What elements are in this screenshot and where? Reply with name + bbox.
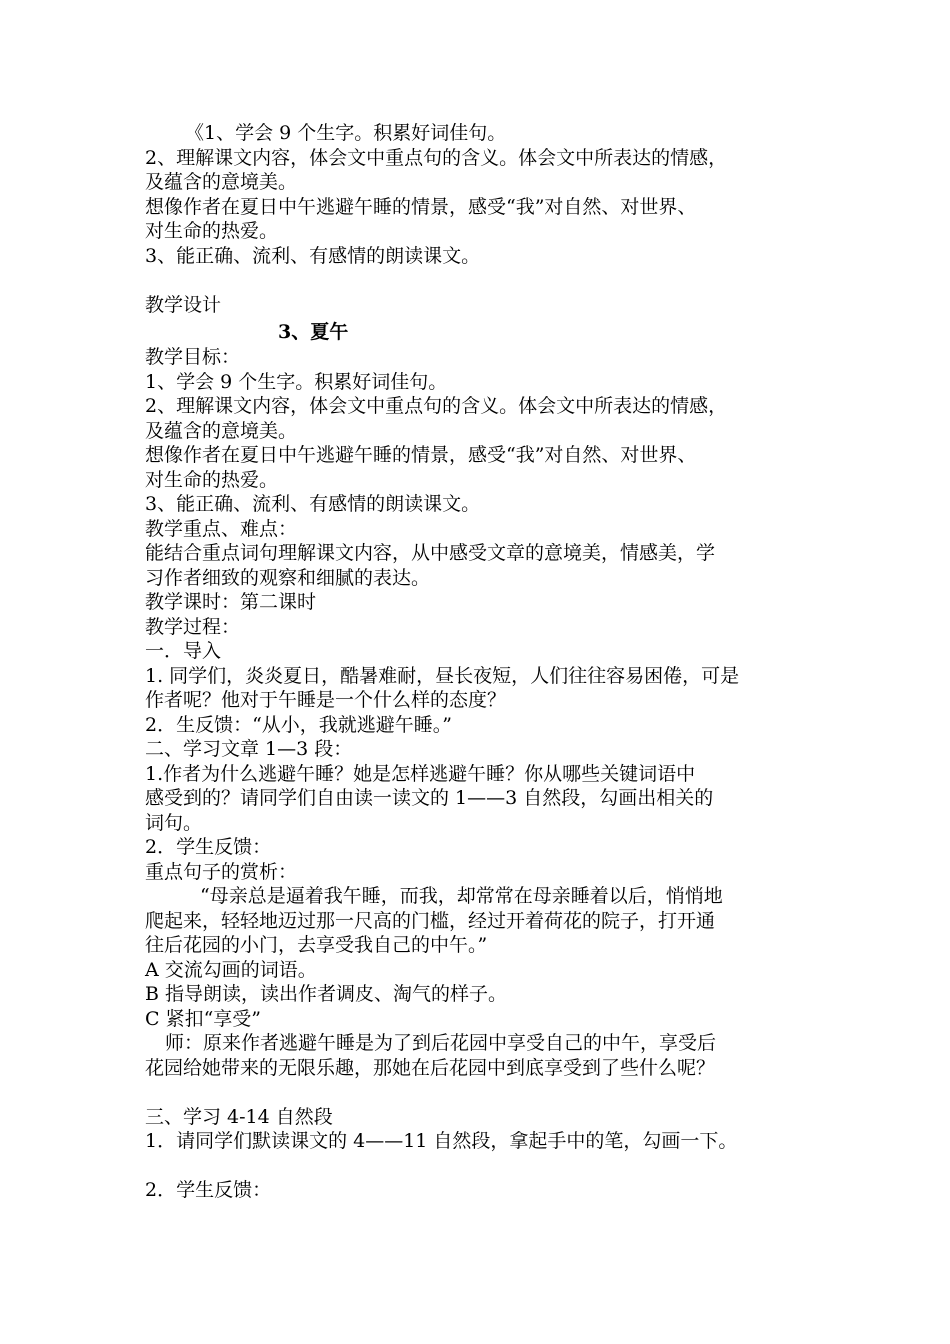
design-heading: 教学设计 (145, 293, 222, 316)
part3-line-1: 1．请同学们默读课文的 4——11 自然段，拿起手中的笔，勾画一下。 (145, 1130, 738, 1152)
process-heading: 教学过程： (145, 615, 241, 638)
key-points-line-1: 能结合重点词句理解课文内容，从中感受文章的意境美，情感美，学 (145, 542, 716, 564)
part1-line-1: 1. 同学们，炎炎夏日，酷暑难耐，昼长夜短，人们往往容易困倦，可是 (145, 664, 740, 687)
part3-heading: 三、学习 4-14 自然段 (145, 1105, 333, 1128)
intro-line-5: 对生命的热爱。 (145, 220, 279, 242)
part2-line-2: 感受到的？请同学们自由读一读文的 1——3 自然段，勾画出相关的 (145, 787, 714, 809)
item-c: C 紧扣“享受” (145, 1007, 262, 1030)
goals-line-5: 对生命的热爱。 (145, 468, 279, 491)
item-a: A 交流勾画的词语。 (145, 958, 317, 981)
item-b: B 指导朗读，读出作者调皮、淘气的样子。 (145, 983, 508, 1005)
blank-line (145, 268, 815, 293)
part2-heading: 二、学习文章 1—3 段： (145, 738, 353, 760)
blank-line (145, 1154, 815, 1179)
goals-heading: 教学目标： (145, 346, 241, 368)
goals-line-2: 2、理解课文内容，体会文中重点句的含义。体会文中所表达的情感， (145, 395, 728, 417)
key-points-line-2: 习作者细致的观察和细腻的表达。 (145, 566, 431, 589)
part2-line-4: 2．学生反馈： (145, 836, 272, 858)
class-hours: 教学课时：第二课时 (145, 591, 317, 613)
quote-line-2: 爬起来，轻轻地迈过那一尺高的门槛，经过开着荷花的院子，打开通 (145, 909, 716, 932)
teacher-line-2: 花园给她带来的无限乐趣，那她在后花园中到底享受到了些什么呢？ (145, 1056, 716, 1079)
part2-line-3: 词句。 (145, 811, 203, 834)
key-points-heading: 教学重点、难点： (145, 517, 298, 540)
teacher-line-1: 师：原来作者逃避午睡是为了到后花园中享受自己的中午，享受后 (165, 1032, 717, 1054)
quote-line-3: 往后花园的小门，去享受我自己的中午。” (145, 934, 488, 956)
goals-line-3: 及蕴含的意境美。 (145, 419, 298, 442)
goals-line-4: 想像作者在夏日中午逃避午睡的情景，感受“我”对自然、对世界、 (145, 444, 697, 466)
intro-line-3: 及蕴含的意境美。 (145, 171, 298, 193)
part1-line-3: 2．生反馈：“从小，我就逃避午睡。” (145, 713, 453, 736)
part1-heading: 一．导入 (145, 640, 222, 662)
blank-line (145, 1080, 815, 1105)
part2-line-5: 重点句子的赏析： (145, 860, 298, 883)
intro-line-2: 2、理解课文内容，体会文中重点句的含义。体会文中所表达的情感， (145, 146, 728, 169)
quote-line-1: “母亲总是逼着我午睡，而我，却常常在母亲睡着以后，悄悄地 (200, 885, 723, 907)
goals-line-1: 1、学会 9 个生字。积累好词佳句。 (145, 370, 448, 393)
document-page (145, 121, 815, 1203)
intro-line-1: 《1、学会 9 个生字。积累好词佳句。 (185, 122, 507, 144)
goals-line-6: 3、能正确、流利、有感情的朗读课文。 (145, 493, 481, 515)
part3-line-2: 2．学生反馈： (145, 1179, 272, 1201)
part1-line-2: 作者呢？他对于午睡是一个什么样的态度？ (145, 689, 507, 711)
intro-line-4: 想像作者在夏日中午逃避午睡的情景，感受“我”对自然、对世界、 (145, 195, 697, 218)
part2-line-1: 1.作者为什么逃避午睡？她是怎样逃避午睡？你从哪些关键词语中 (145, 762, 696, 785)
lesson-title: 3、夏午 (278, 321, 349, 343)
intro-line-6: 3、能正确、流利、有感情的朗读课文。 (145, 244, 481, 267)
